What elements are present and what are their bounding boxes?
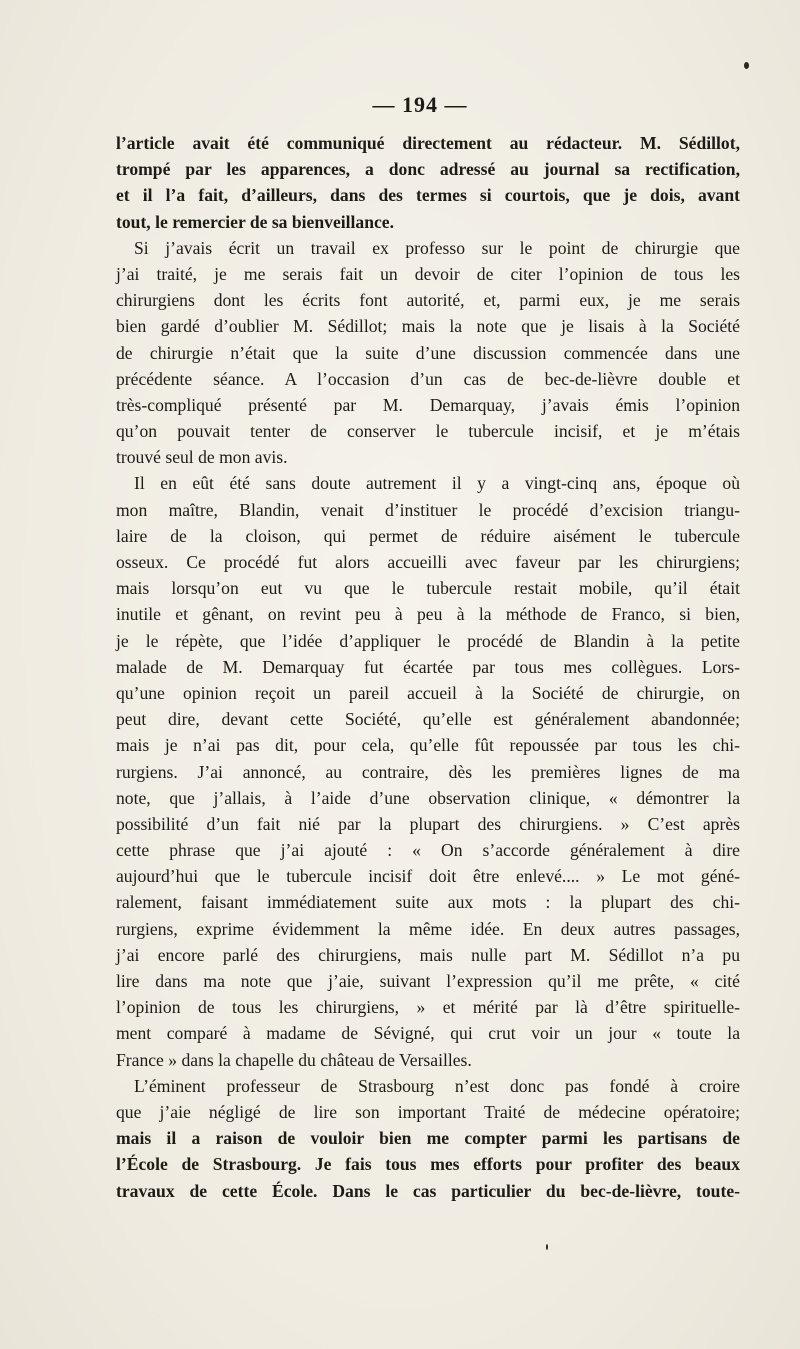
text-line: rurgiens, exprime évidemment la même idée. En deux autres passages, (116, 918, 740, 939)
text-line: France » dans la chapelle du château de Versailles. (116, 1049, 472, 1070)
text-line: chirurgiens dont les écrits font autorité, et, parmi eux, je me serais (116, 290, 740, 311)
text-line: mais lorsqu’on eut vu que le tubercule restait mobile, qu’il était (116, 578, 740, 599)
text-line: cette phrase que j’ai ajouté : « On s’accorde généralement à dire (116, 840, 740, 861)
text-line: osseux. Ce procédé fut alors accueilli avec faveur par les chirurgiens; (116, 552, 740, 572)
text-line: j’ai encore parlé des chirurgiens, mais nulle part M. Sédillot n’a pu (116, 944, 740, 965)
text-line: possibilité d’un fait nié par la plupart des chirurgiens. » C’est après (116, 813, 740, 834)
text-line: tout, le remercier de sa bienveillance. (116, 211, 395, 232)
text-line: rurgiens. J’ai annoncé, au contraire, dès les premières lignes de ma (116, 761, 740, 782)
text-line: trompé par les apparences, a donc adressé au journal sa rectification, (116, 159, 740, 180)
text-line: mais je n’ai pas dit, pour cela, qu’elle fût repoussée par tous les chi- (116, 735, 740, 756)
text-line: précédente séance. A l’occasion d’un cas de bec-de-lièvre double et (116, 368, 740, 389)
text-line: Il en eût été sans doute autrement il y a vingt-cinq ans, époque où (134, 473, 740, 494)
text-line: j’ai traité, je me serais fait un devoir de citer l’opinion de tous les (116, 263, 740, 284)
text-line: trouvé seul de mon avis. (116, 447, 288, 468)
text-line: de chirurgie n’était que la suite d’une discussion commencée dans une (116, 342, 740, 363)
ink-speck (546, 1244, 548, 1250)
text-line: L’éminent professeur de Strasbourg n’est donc pas fondé à croire (134, 1075, 740, 1096)
text-line: et il l’a fait, d’ailleurs, dans des termes si courtois, que je dois, avant (116, 185, 740, 206)
text-line: lire dans ma note que j’aie, suivant l’expression qu’il me prête, « cité (116, 971, 740, 991)
text-line: bien gardé d’oublier M. Sédillot; mais la note que je lisais à la Société (116, 316, 740, 337)
body-text (116, 130, 740, 1204)
text-line: ment comparé à madame de Sévigné, qui crut voir un jour « toute la (116, 1023, 740, 1044)
text-line: que j’aie négligé de lire son important Traité de médecine opératoire; (116, 1101, 740, 1122)
text-line: mon maître, Blandin, venait d’instituer le procédé d’excision triangu- (116, 499, 740, 520)
text-line: note, que j’allais, à l’aide d’une observation clinique, « démontrer la (116, 787, 740, 808)
text-line: l’École de Strasbourg. Je fais tous mes efforts pour profiter des beaux (116, 1154, 740, 1175)
text-line: malade de M. Demarquay fut écartée par tous mes collègues. Lors- (116, 656, 740, 677)
text-line: l’opinion de tous les chirurgiens, » et mérité par là d’être spirituelle- (116, 997, 740, 1018)
text-line: ralement, faisant immédiatement suite aux mots : la plupart des chi- (116, 892, 740, 913)
text-line: mais il a raison de vouloir bien me compter parmi les partisans de (116, 1128, 740, 1149)
text-line: je le répète, que l’idée d’appliquer le procédé de Blandin à la petite (116, 630, 740, 651)
text-line: l’article avait été communiqué directement au rédacteur. M. Sédillot, (116, 133, 740, 153)
text-line: peut dire, devant cette Société, qu’elle est généralement abandonnée; (116, 709, 740, 730)
text-line: qu’on pouvait tenter de conserver le tubercule incisif, et je m’étais (116, 421, 740, 442)
text-line: aujourd’hui que le tubercule incisif doit être enlevé.... » Le mot géné- (116, 866, 740, 887)
ink-speck (744, 62, 749, 69)
text-line: inutile et gênant, on revint peu à peu à la méthode de Franco, si bien, (116, 604, 740, 625)
text-line: qu’une opinion reçoit un pareil accueil à la Société de chirurgie, on (116, 682, 740, 703)
text-line: laire de la cloison, qui permet de réduire aisément le tubercule (116, 525, 740, 546)
text-line: très-compliqué présenté par M. Demarquay, j’avais émis l’opinion (116, 394, 740, 415)
text-line: Si j’avais écrit un travail ex professo sur le point de chirurgie que (134, 237, 740, 258)
page-number: — 194 — (372, 92, 468, 117)
text-line: travaux de cette École. Dans le cas particulier du bec-de-lièvre, toute- (116, 1180, 740, 1201)
